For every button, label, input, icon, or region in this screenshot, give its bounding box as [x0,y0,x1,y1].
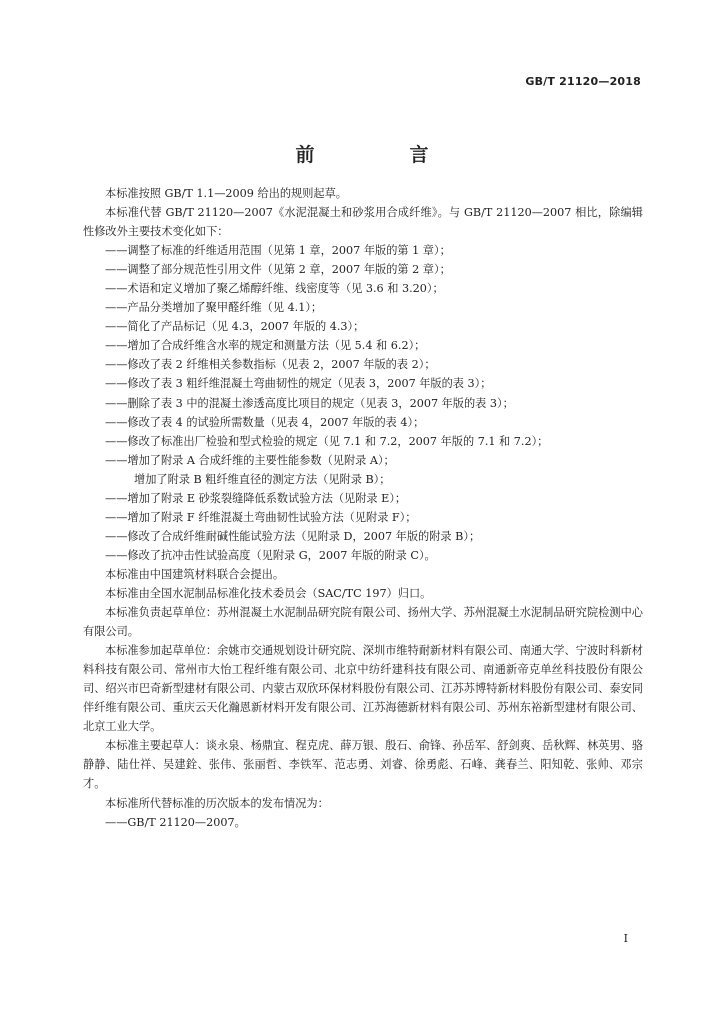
list-item: ——修改了合成纤维耐碱性能试验方法（见附录 D，2007 年版的附录 B）； [105,529,481,543]
list-item: ——修改了表 4 的试验所需数量（见表 4，2007 年版的表 4）； [105,415,425,429]
page-title: 前 言 [295,144,467,166]
body-paragraph: 本标准负责起草单位：苏州混凝土水泥制品研究院有限公司、扬州大学、苏州混凝土水泥制品研究院检测中心有限公司。 [83,606,643,639]
document-body [83,184,643,832]
list-item: ——修改了表 2 纤维相关参数指标（见表 2，2007 年版的表 2）； [105,358,436,372]
list-item: ——简化了产品标记（见 4.3，2007 年版的 4.3）； [105,320,365,334]
list-item: ——修改了表 3 粗纤维混凝土弯曲韧性的规定（见表 3，2007 年版的表 3）； [105,377,492,391]
list-item: ——术语和定义增加了聚乙烯醇纤维、线密度等（见 3.6 和 3.20）； [105,282,444,296]
list-item: 增加了附录 B 粗纤维直径的测定方法（见附录 B）； [134,472,391,486]
list-item: ——增加了附录 F 纤维混凝土弯曲韧性试验方法（见附录 F）； [105,510,417,524]
list-item: ——调整了标准的纤维适用范围（见第 1 章，2007 年版的第 1 章）； [105,244,451,258]
list-item: ——删除了表 3 中的混凝土渗透高度比项目的规定（见表 3，2007 年版的表 3）； [105,396,514,410]
body-paragraph: 本标准所代替标准的历次版本的发布情况为： [105,796,329,810]
body-paragraph: 本标准参加起草单位：余姚市交通规划设计研究院、深圳市维特耐新材料有限公司、南通大学、宁波时科新材料科技有限公司、常州市大怡工程纤维有限公司、北京中纺纤建科技有限公司、南通新帝克单丝科技股份有限公司、绍兴市巴奇新型建材有限公司、内蒙古双欣环保材料股份有限公司、江苏苏博特新材料股份有限公司、泰安同伴纤维有限公司、重庆云天化瀚恩新材料开发有限公司、江苏海德新材料有限公司、苏州东裕新型建材有限公司、北京工业大学。 [83,644,643,734]
body-paragraph: 本标准由中国建筑材料联合会提出。 [105,567,285,581]
changes-list [83,241,643,565]
history-list [83,813,643,832]
list-item: ——GB/T 21120—2007。 [105,815,246,829]
intro-paragraph: 本标准代替 GB/T 21120—2007《水泥混凝土和砂浆用合成纤维》。与 GB/T 21120—2007 相比，除编辑性修改外主要技术变化如下： [83,206,643,239]
list-item: ——增加了附录 A 合成纤维的主要性能参数（见附录 A）； [105,453,395,467]
body-paragraph: 本标准由全国水泥制品标准化技术委员会（SAC/TC 197）归口。 [105,586,432,600]
standard-code: GB/T 21120—2018 [525,75,641,88]
page-number: I [623,932,628,945]
list-item: ——修改了抗冲击性试验高度（见附录 G，2007 年版的附录 C）。 [105,548,436,562]
list-item: ——调整了部分规范性引用文件（见第 2 章，2007 年版的第 2 章）； [105,263,451,277]
intro-paragraph: 本标准按照 GB/T 1.1—2009 给出的规则起草。 [105,187,347,200]
list-item: ——增加了附录 E 砂浆裂缝降低系数试验方法（见附录 E）； [105,491,407,505]
list-item: ——增加了合成纤维含水率的规定和测量方法（见 5.4 和 6.2）； [105,339,426,353]
list-item: ——产品分类增加了聚甲醛纤维（见 4.1）； [105,301,323,315]
body-paragraph: 本标准主要起草人：谈永泉、杨鼎宜、程克虎、薛万银、殷石、俞锋、孙岳军、舒剑爽、岳秋辉、林英男、骆静静、陆仕祥、吴建銓、张伟、张丽哲、李铁军、范志勇、刘睿、徐勇彪、石峰、龚春兰、阳知乾、张帅、邓宗才。 [83,739,643,791]
list-item: ——修改了标准出厂检验和型式检验的规定（见 7.1 和 7.2，2007 年版的 7.1 和 7.2）； [105,434,549,448]
